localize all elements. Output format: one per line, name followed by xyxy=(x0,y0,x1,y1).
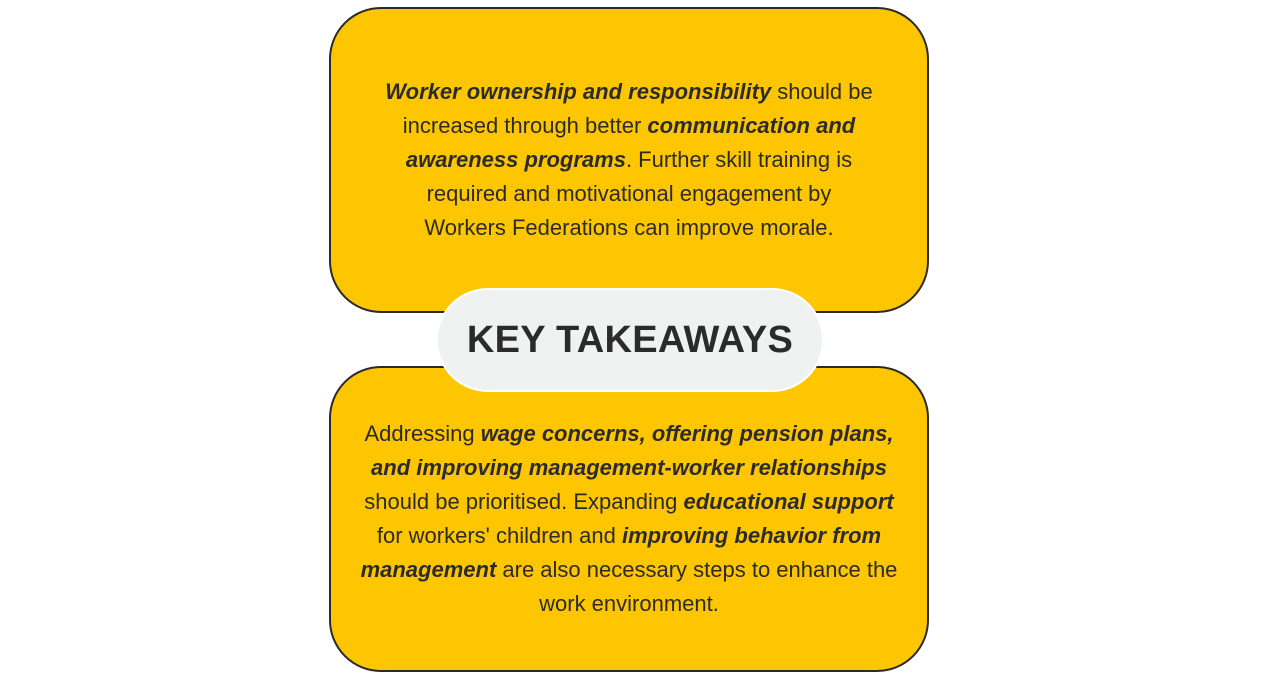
bottom-text-4: are also necessary steps to enhance the work environment. xyxy=(496,557,898,616)
bottom-text-2: should be prioritised. Expanding xyxy=(364,489,684,514)
bottom-emphasis-3: improving behavior from management xyxy=(360,523,882,582)
key-takeaways-badge xyxy=(436,288,824,392)
bottom-takeaway-text xyxy=(357,417,901,621)
top-emphasis-1: Worker ownership and responsibility xyxy=(385,79,772,104)
top-takeaway-text xyxy=(383,75,875,245)
bottom-emphasis-2: educational support xyxy=(683,489,894,514)
badge-title: KEY TAKEAWAYS xyxy=(466,318,794,361)
top-text-2: . Further skill training is required and motivational engagement by Workers Federations can improve morale. xyxy=(424,147,853,240)
top-takeaway-card xyxy=(329,7,929,313)
bottom-emphasis-1: wage concerns, offering pension plans, and improving management-worker relationships xyxy=(371,421,894,480)
bottom-text-3: for workers' children and xyxy=(376,523,622,548)
bottom-takeaway-card xyxy=(329,366,929,672)
top-text-1: should be increased through better xyxy=(402,79,873,138)
bottom-text-1: Addressing xyxy=(364,421,481,446)
top-emphasis-2: communication and awareness programs xyxy=(405,113,856,172)
